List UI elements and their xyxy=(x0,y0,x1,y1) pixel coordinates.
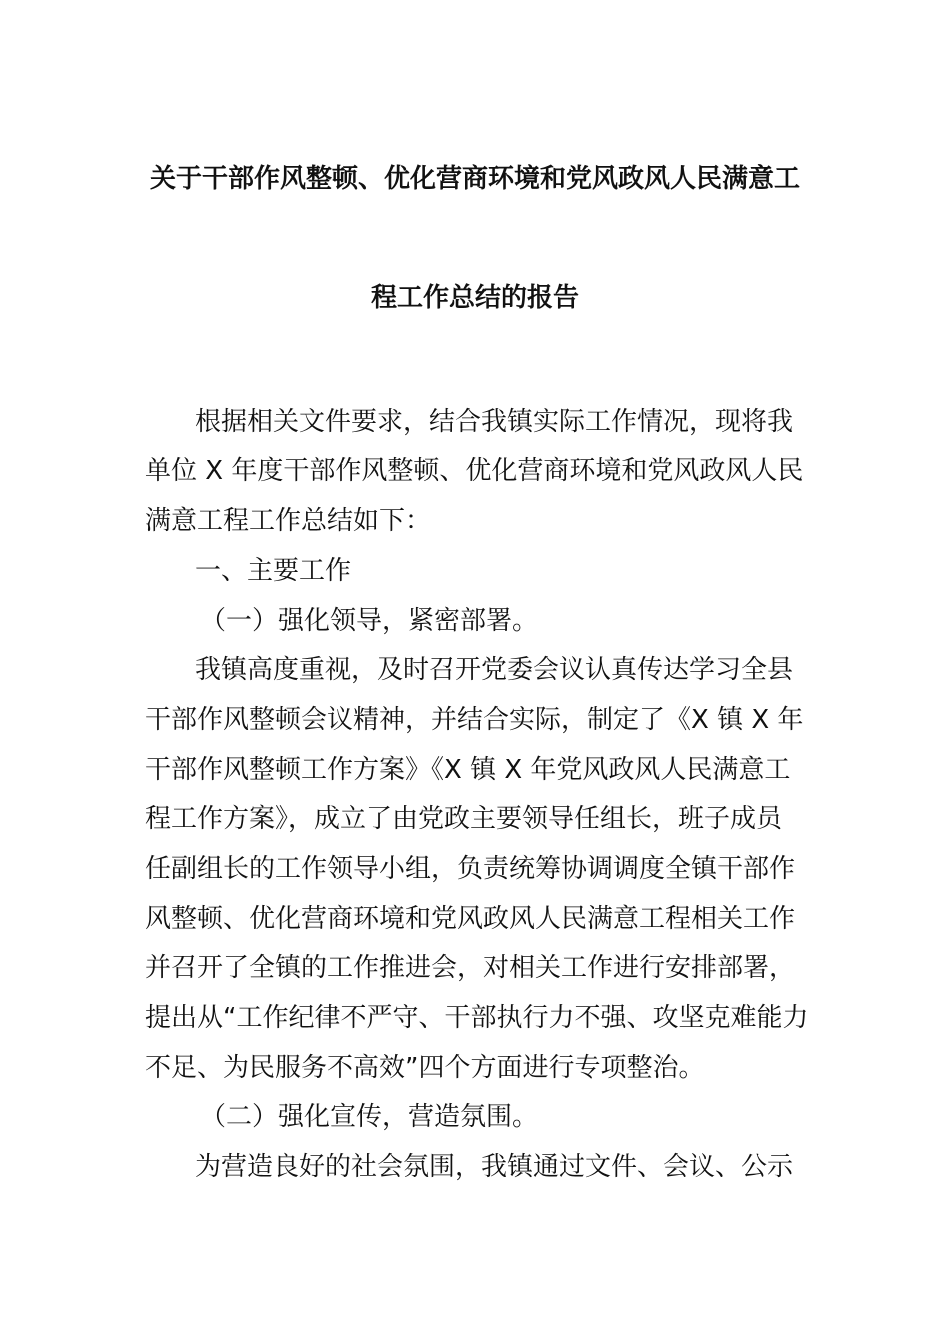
document-title-line-2: 程工作总结的报告 xyxy=(370,283,579,313)
paragraph-line: 为营造良好的社会氛围，我镇通过文件、会议、公示 xyxy=(195,1152,794,1182)
paragraph-line: 根据相关文件要求，结合我镇实际工作情况，现将我 xyxy=(195,407,794,437)
paragraph-line: 单位 X 年度干部作风整顿、优化营商环境和党风政风人民 xyxy=(145,456,804,486)
paragraph-line: 干部作风整顿会议精神，并结合实际，制定了《X 镇 X 年 xyxy=(145,705,804,735)
paragraph-line: 风整顿、优化营商环境和党风政风人民满意工程相关工作 xyxy=(145,904,796,934)
document-title-line-1: 关于干部作风整顿、优化营商环境和党风政风人民满意工 xyxy=(149,164,800,194)
paragraph-line: 我镇高度重视，及时召开党委会议认真传达学习全县 xyxy=(195,655,794,685)
paragraph-line: 干部作风整顿工作方案》《X 镇 X 年党风政风人民满意工 xyxy=(145,755,791,785)
paragraph-line: 并召开了全镇的工作推进会，对相关工作进行安排部署， xyxy=(145,953,796,983)
subsection-heading: （一）强化领导，紧密部署。 xyxy=(200,606,539,636)
subsection-heading: （二）强化宣传，营造氛围。 xyxy=(200,1102,539,1132)
paragraph-line: 满意工程工作总结如下： xyxy=(145,506,432,536)
paragraph-line: 不足、为民服务不高效”四个方面进行专项整治。 xyxy=(145,1053,705,1083)
paragraph-line: 程工作方案》，成立了由党政主要领导任组长，班子成员 xyxy=(145,804,783,834)
paragraph-line: 任副组长的工作领导小组，负责统筹协调调度全镇干部作 xyxy=(145,854,796,884)
paragraph-line: 提出从“工作纪律不严守、干部执行力不强、攻坚克难能力 xyxy=(145,1003,809,1033)
section-heading: 一、主要工作 xyxy=(195,556,352,586)
